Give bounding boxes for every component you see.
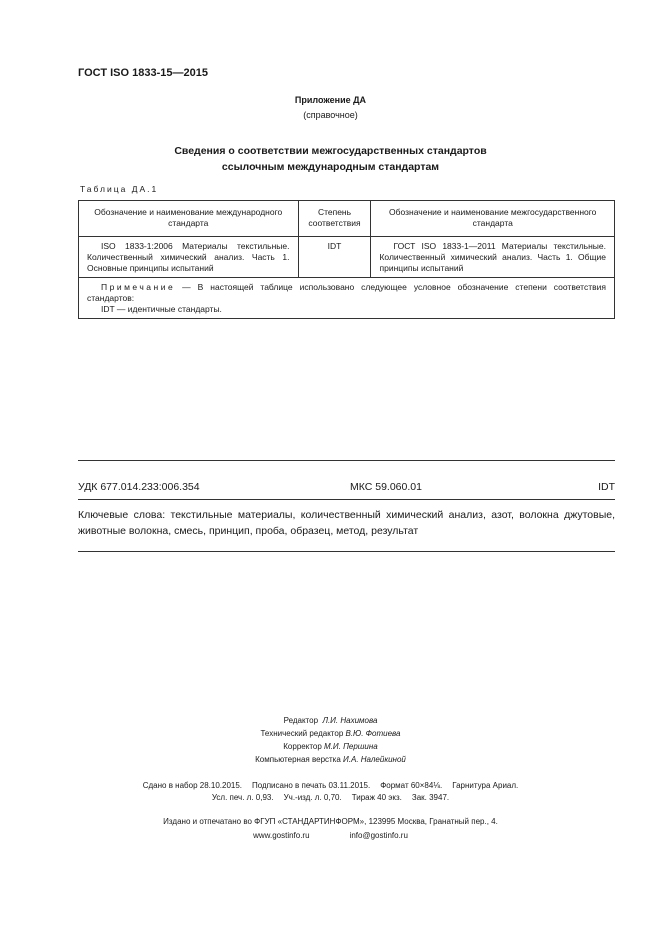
- note-label: Примечание: [101, 282, 176, 292]
- credit-layout: Компьютерная верстка И.А. Налейкиной: [255, 755, 406, 764]
- website-link[interactable]: www.gostinfo.ru: [253, 831, 310, 840]
- appendix-type: (справочное): [303, 110, 358, 120]
- email-link[interactable]: info@gostinfo.ru: [349, 831, 408, 840]
- imprint-contacts: [0, 831, 661, 840]
- table-header-row: [79, 201, 615, 237]
- credit-tech-editor: Технический редактор В.Ю. Фотиева: [260, 729, 401, 738]
- credit-corrector: Корректор М.И. Першина: [283, 742, 378, 751]
- divider-top: [78, 460, 615, 461]
- table-note-row: [79, 278, 615, 319]
- idt-code: IDT: [598, 481, 615, 493]
- title-line-1: Сведения о соответствии межгосударственных стандартов: [174, 145, 487, 157]
- cell-interstate: ГОСТ ISO 1833-1—2011 Материалы текстильные. Количественный химический анализ. Часть 1. Общие принципы испытаний: [371, 237, 615, 278]
- header-degree: Степень соответствия: [298, 201, 371, 237]
- header-international: Обозначение и наименование международного стандарта: [79, 201, 299, 237]
- divider-middle: [78, 499, 615, 500]
- table-label: Таблица ДА.1: [80, 184, 159, 194]
- imprint-line-2: Усл. печ. л. 0,93. Уч.-изд. л. 0,70. Тираж 40 экз. Зак. 3947.: [211, 793, 450, 802]
- appendix-title: [0, 143, 661, 175]
- document-header: ГОСТ ISO 1833-15—2015: [78, 67, 208, 79]
- appendix-label: Приложение ДА: [294, 95, 367, 105]
- cell-degree: IDT: [298, 237, 371, 278]
- note-definition: IDT — идентичные стандарты.: [101, 304, 222, 314]
- mks-code: МКС 59.060.01: [350, 481, 422, 493]
- table-note: [79, 278, 615, 319]
- title-line-2: ссылочным международным стандартам: [221, 161, 440, 173]
- udk-code: УДК 677.014.233:006.354: [78, 481, 200, 493]
- credit-editor: Редактор Л.И. Нахимова: [283, 716, 378, 725]
- cell-international: ISO 1833-1:2006 Материалы текстильные. Количественный химический анализ. Часть 1. Основные принципы испытаний: [79, 237, 299, 278]
- keywords: Ключевые слова: текстильные материалы, количественный химический анализ, азот, волокна джутовые, животные волокна, смесь, принцип, проба, образец, метод, результат: [78, 509, 615, 537]
- note-text: — В настоящей таблице использовано следующее условное обозначение степени соответствия стандартов:: [87, 282, 606, 303]
- divider-bottom: [78, 551, 615, 552]
- table-row: [79, 237, 615, 278]
- imprint-line-1: Сдано в набор 28.10.2015. Подписано в печать 03.11.2015. Формат 60×84⅛. Гарнитура Ариал.: [142, 781, 519, 790]
- header-interstate: Обозначение и наименование межгосударственного стандарта: [371, 201, 615, 237]
- imprint-publisher: Издано и отпечатано во ФГУП «СТАНДАРТИНФОРМ», 123995 Москва, Гранатный пер., 4.: [163, 817, 498, 826]
- correspondence-table: [78, 200, 615, 319]
